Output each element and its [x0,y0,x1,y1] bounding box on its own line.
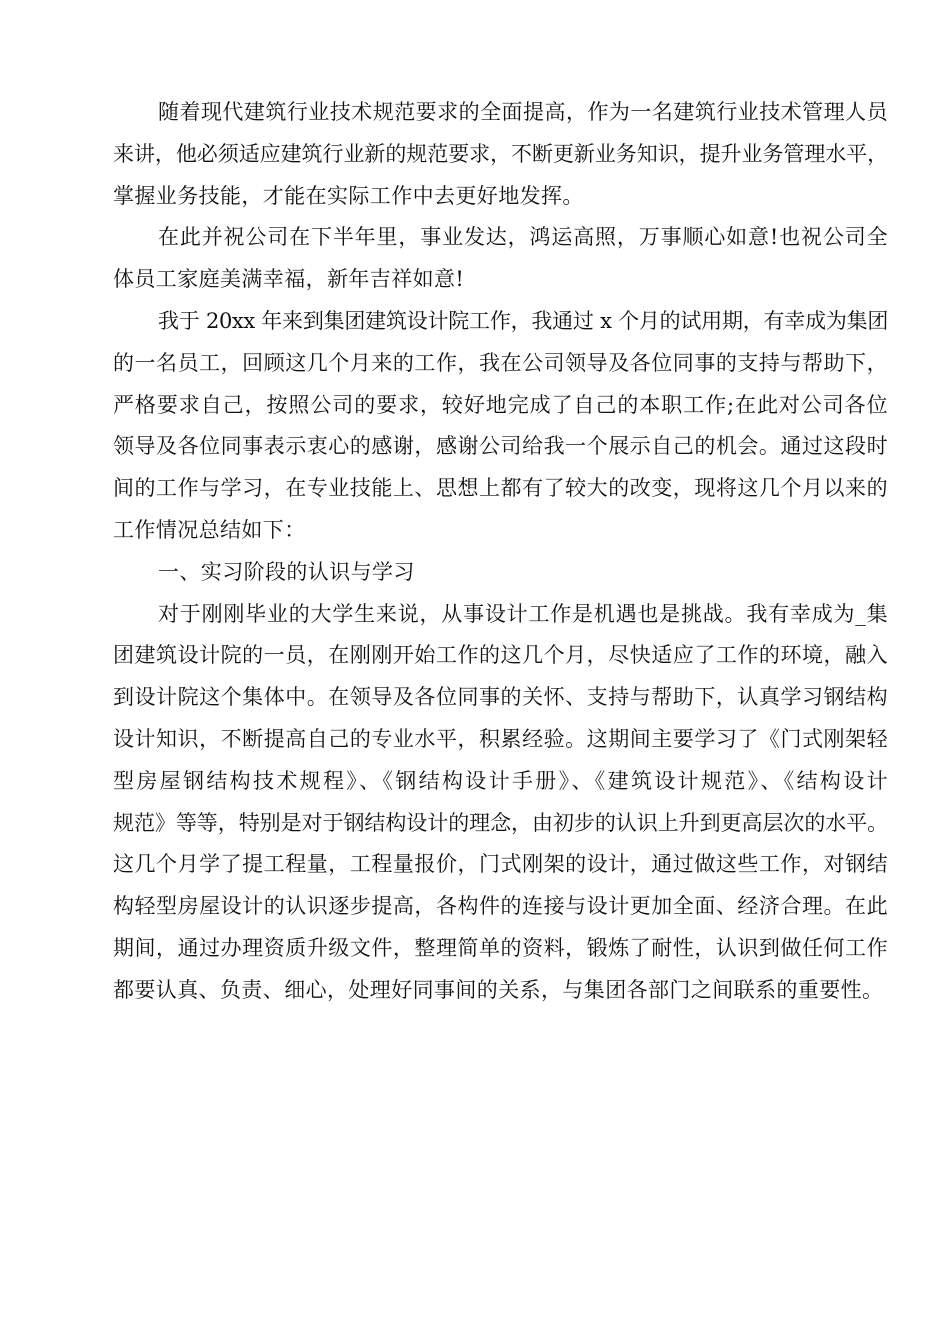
text-line: 间的工作与学习，在专业技能上、思想上都有了较大的改变，现将这几个月以来的 [113,476,888,501]
text-line: 到设计院这个集体中。在领导及各位同事的关怀、支持与帮助下，认真学习钢结构 [113,685,888,710]
text-line: 对于刚刚毕业的大学生来说，从事设计工作是机遇也是挑战。我有幸成为_集 [158,601,888,626]
text-line: 都要认真、负责、细心，处理好同事间的关系，与集团各部门之间联系的重要性。 [113,977,884,1002]
text-line: 这几个月学了提工程量，工程量报价，门式刚架的设计，通过做这些工作，对钢结 [113,852,888,877]
text-line: 在此并祝公司在下半年里，事业发达，鸿运高照，万事顺心如意!也祝公司全 [158,225,888,250]
paragraph-4 [68,594,888,1012]
text-line: 型房屋钢结构技术规程》、《钢结构设计手册》、《建筑设计规范》、《结构设计 [113,768,888,793]
text-line: 团建筑设计院的一员，在刚刚开始工作的这几个月，尽快适应了工作的环境，融入 [113,643,888,668]
paragraph-1 [68,92,888,217]
text-line: 体员工家庭美满幸福，新年吉祥如意! [113,267,465,292]
document-page [68,92,888,1012]
text-line: 领导及各位同事表示衷心的感谢，感谢公司给我一个展示自己的机会。通过这段时 [113,434,888,459]
text-line: 严格要求自己，按照公司的要求，较好地完成了自己的本职工作;在此对公司各位 [113,392,888,417]
heading-line: 一、实习阶段的认识与学习 [158,559,415,584]
text-line: 来讲，他必须适应建筑行业新的规范要求，不断更新业务知识，提升业务管理水平， [113,141,888,166]
section-heading [68,552,888,594]
text-line: 工作情况总结如下： [113,517,306,542]
paragraph-2 [68,217,888,301]
text-line: 规范》等等，特别是对于钢结构设计的理念，由初步的认识上升到更高层次的水平。 [113,810,888,835]
text-line: 掌握业务技能，才能在实际工作中去更好地发挥。 [113,183,584,208]
text-line: 构轻型房屋设计的认识逐步提高，各构件的连接与设计更加全面、经济合理。在此 [113,894,888,919]
text-line: 我于 20xx 年来到集团建筑设计院工作，我通过 x 个月的试用期，有幸成为集团 [158,308,888,333]
text-line: 期间，通过办理资质升级文件，整理简单的资料，锻炼了耐性，认识到做任何工作 [113,935,888,960]
text-line: 设计知识，不断提高自己的专业水平，积累经验。这期间主要学习了《门式刚架轻 [113,726,888,751]
paragraph-3 [68,301,888,552]
text-line: 的一名员工，回顾这几个月来的工作，我在公司领导及各位同事的支持与帮助下， [113,350,888,375]
text-line: 随着现代建筑行业技术规范要求的全面提高，作为一名建筑行业技术管理人员 [158,100,888,124]
